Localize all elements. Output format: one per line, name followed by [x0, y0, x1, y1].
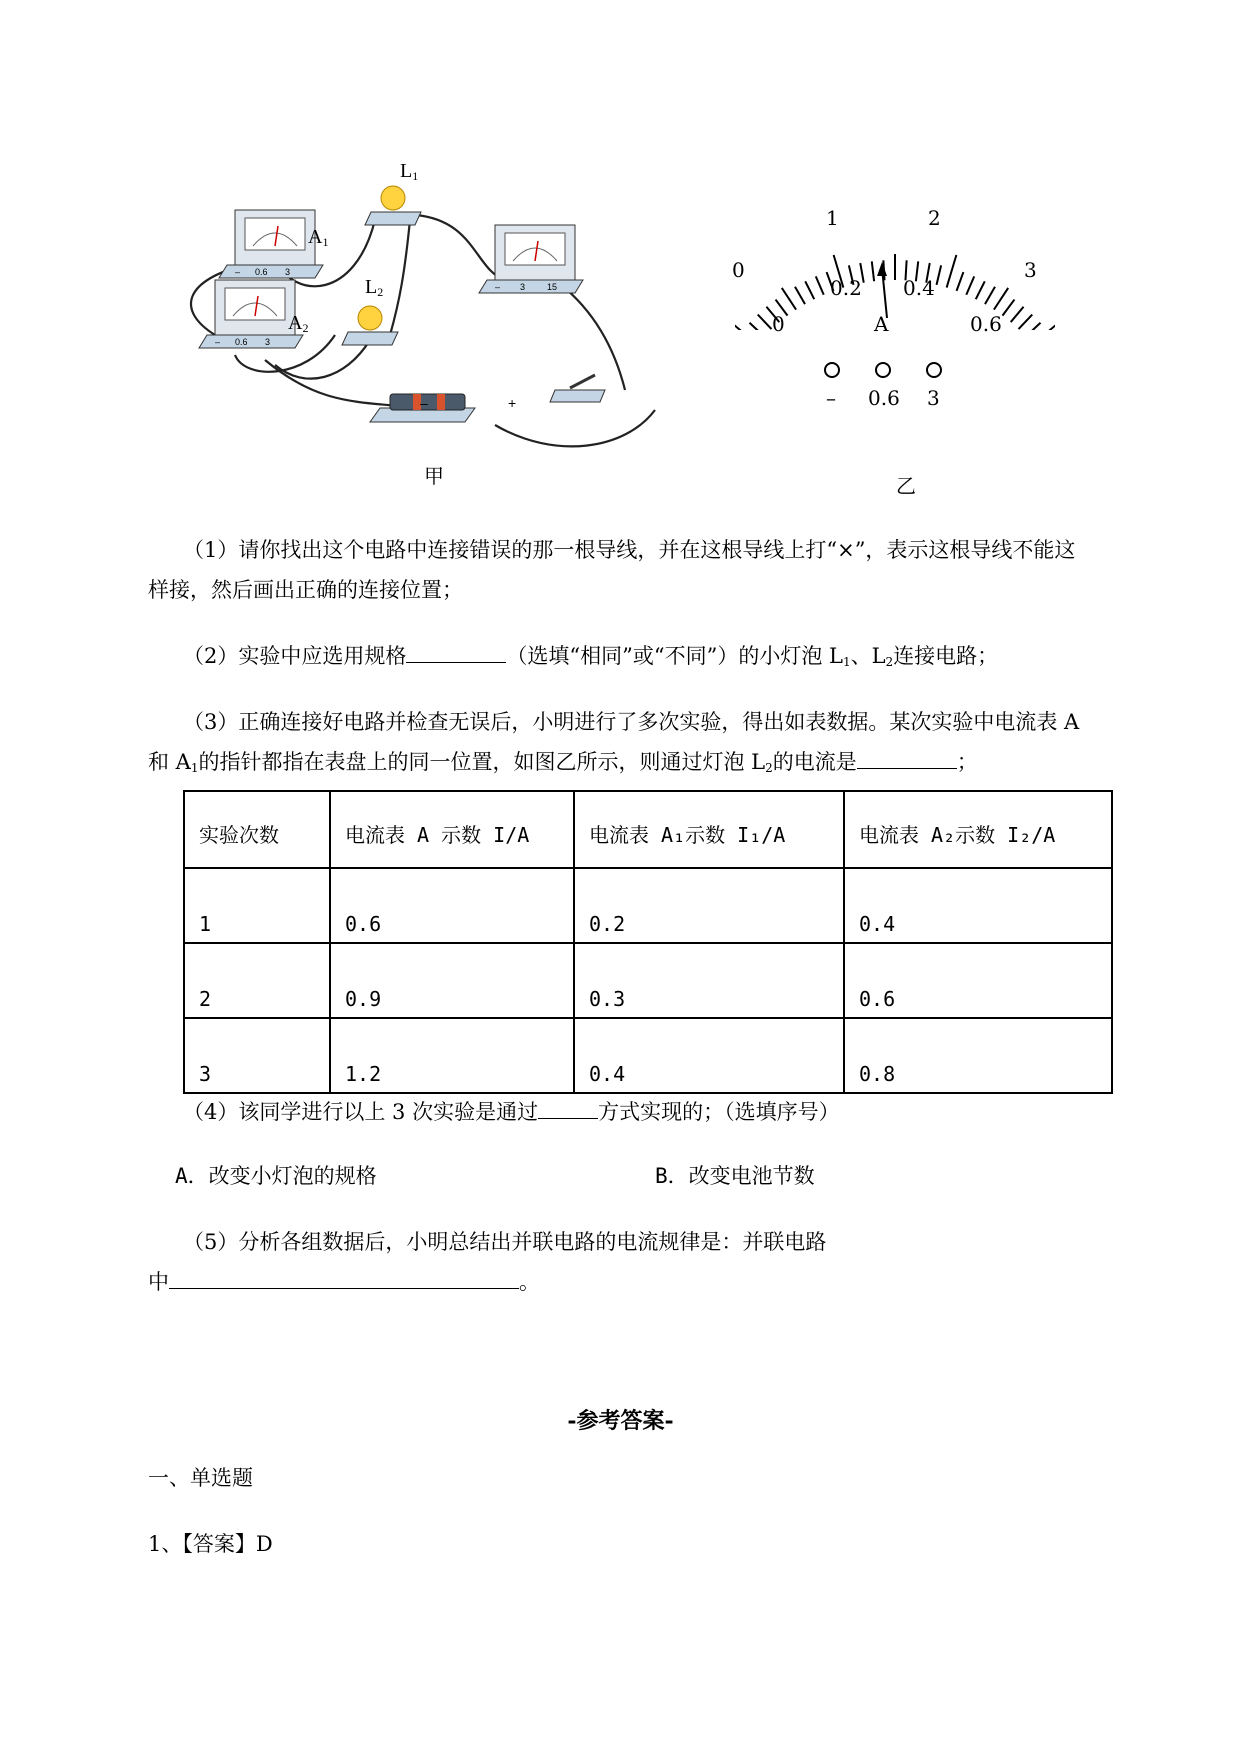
q4-option-a: A．改变小灯泡的规格 [175, 1164, 377, 1188]
table-header: 电流表 A₁示数 I₁/A [574, 791, 844, 868]
q4-option-b: B．改变电池节数 [655, 1164, 815, 1188]
scale-bottom-04: 0.4 [903, 276, 935, 300]
answers-section: 一、单选题 [148, 1466, 253, 1490]
table-cell: 0.4 [574, 1018, 844, 1093]
scale-tick [1026, 323, 1041, 330]
scale-tick [782, 288, 796, 310]
lamp-l2 [342, 306, 398, 345]
q4-blank[interactable] [538, 1100, 598, 1119]
ammeter-scale [735, 200, 1055, 330]
svg-text:3: 3 [520, 282, 526, 292]
svg-text:–: – [215, 337, 221, 347]
q3-line2: 和 $A_1$的指针都指在表盘上的同一位置，如图乙所示，则通过灯泡 $L_2$的电流是 ； [148, 750, 978, 775]
svg-text:3: 3 [265, 337, 271, 347]
wire [415, 215, 505, 280]
table-row [184, 1018, 1112, 1093]
scale-tick [805, 281, 814, 299]
table-cell: 1 [184, 868, 330, 943]
scale-unit: A [874, 312, 889, 336]
table-cell: 0.9 [330, 943, 574, 1018]
svg-text:0.6: 0.6 [235, 337, 248, 347]
scale-top-3: 3 [1024, 258, 1037, 282]
scale-tick [1011, 307, 1024, 322]
svg-text:–: – [235, 267, 241, 277]
scale-tick [1002, 300, 1014, 316]
terminal-3: 3 [927, 386, 940, 410]
scale-tick [750, 323, 765, 330]
label-l1: $L_1$ [400, 160, 419, 183]
q2-blank[interactable] [406, 644, 506, 663]
q5-line1: （5）分析各组数据后，小明总结出并联电路的电流规律是：并联电路 [183, 1230, 827, 1254]
lamp-l1 [365, 186, 421, 225]
voltmeter [479, 225, 583, 293]
table-cell: 2 [184, 943, 330, 1018]
scale-tick [816, 276, 824, 294]
table-cell: 1.2 [330, 1018, 574, 1093]
wire [390, 220, 410, 335]
caption-jia: 甲 [424, 464, 444, 488]
scale-tick [957, 272, 964, 291]
table-row [184, 868, 1112, 943]
caption-yi: 乙 [896, 474, 916, 498]
q1-line2: 样接，然后画出正确的连接位置； [148, 578, 463, 602]
data-table [183, 790, 1113, 1094]
scale-bottom-06: 0.6 [970, 312, 1002, 336]
scale-top-1: 1 [826, 206, 839, 230]
table-cell: 0.4 [844, 868, 1112, 943]
answer-item-1: 1、【答案】D [148, 1532, 273, 1556]
svg-text:3: 3 [285, 267, 291, 277]
answers-title: -参考答案- [567, 1408, 674, 1434]
q2: （2）实验中应选用规格 （选填“相同”或“不同”）的小灯泡 $L_1$、$L_2$连接电路； [183, 644, 999, 669]
battery-minus: – [420, 395, 428, 411]
q3-blank[interactable] [857, 750, 957, 769]
table-header: 电流表 A 示数 I/A [330, 791, 574, 868]
scale-tick [976, 281, 985, 299]
terminal-minus: – [826, 386, 836, 410]
terminal-06: 0.6 [868, 386, 900, 410]
wire [555, 280, 625, 390]
table-cell: 0.8 [844, 1018, 1112, 1093]
q3-line1: （3）正确连接好电路并检查无误后，小明进行了多次实验，得出如表数据。某次实验中电流表 A [183, 710, 1080, 734]
terminal-posts [820, 358, 950, 382]
scale-tick [947, 255, 957, 288]
circuit-diagram [175, 150, 695, 490]
scale-bottom-0: 0 [772, 312, 785, 336]
svg-text:–: – [495, 282, 501, 292]
svg-text:0.6: 0.6 [255, 267, 268, 277]
label-l2: $L_2$ [365, 276, 384, 299]
scale-tick [985, 287, 995, 304]
scale-tick [994, 288, 1008, 310]
q4: （4）该同学进行以上 3 次实验是通过 方式实现的；（选填序号） [183, 1100, 840, 1124]
scale-top-0: 0 [732, 258, 745, 282]
table-header: 电流表 A₂示数 I₂/A [844, 791, 1112, 868]
table-cell: 0.3 [574, 943, 844, 1018]
table-cell: 0.2 [574, 868, 844, 943]
table-row [184, 943, 1112, 1018]
q5-line2: 中 。 [148, 1270, 540, 1294]
svg-text:15: 15 [547, 282, 558, 292]
table-header: 实验次数 [184, 791, 330, 868]
table-cell: 0.6 [330, 868, 574, 943]
scale-tick [758, 315, 772, 330]
scale-tick [937, 265, 942, 284]
table-cell: 0.6 [844, 943, 1112, 1018]
label-a2: $A_2$ [288, 312, 309, 335]
scale-tick [872, 261, 874, 281]
scale-bottom-02: 0.2 [830, 276, 862, 300]
scale-top-2: 2 [928, 206, 941, 230]
q1-line1: （1）请你找出这个电路中连接错误的那一根导线，并在这根导线上打“×”，表示这根导线不能这 [183, 538, 1076, 562]
q5-blank[interactable] [169, 1270, 519, 1289]
table-header-row [184, 791, 1112, 868]
scale-tick [966, 276, 974, 294]
label-a1: $A_1$ [308, 226, 329, 249]
scale-tick [1019, 315, 1033, 330]
wire [495, 410, 655, 446]
battery-plus: + [508, 395, 517, 411]
table-cell: 3 [184, 1018, 330, 1093]
scale-tick [795, 287, 805, 304]
switch [550, 375, 605, 402]
